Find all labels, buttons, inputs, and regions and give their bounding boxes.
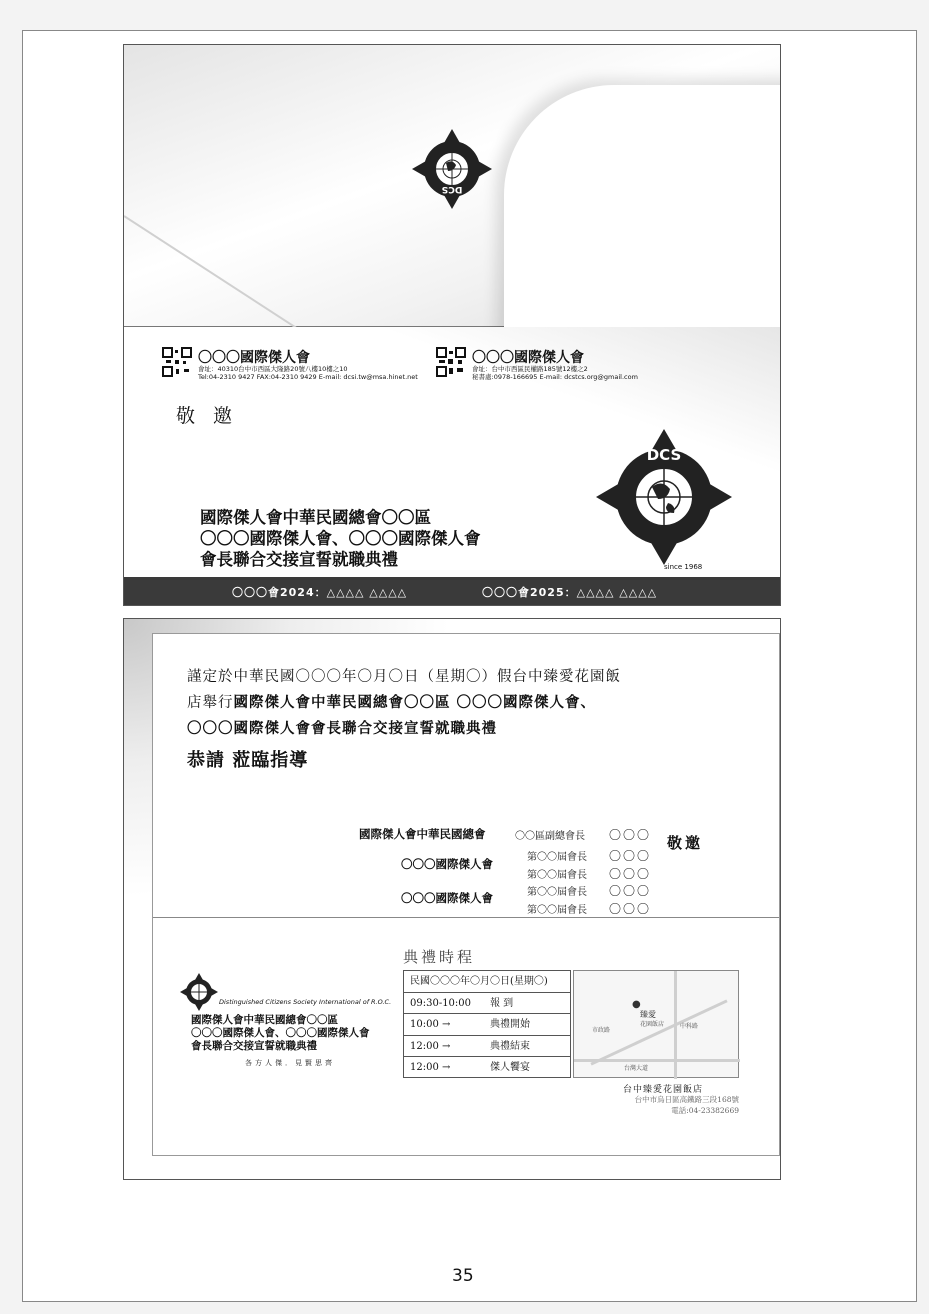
small-title-line: 會長聯合交接宣誓就職典禮 <box>191 1040 317 1052</box>
signer-club: 〇〇〇國際傑人會 <box>401 891 493 905</box>
signer-role: 第〇〇屆會長 <box>527 852 587 863</box>
small-title-line: 國際傑人會中華民國總會〇〇區 <box>191 1014 338 1026</box>
map-road <box>674 971 677 1079</box>
qr-code-icon <box>162 347 192 377</box>
map-road-label: 中科路 <box>680 1023 699 1030</box>
map-road-label: 台灣大道 <box>624 1065 649 1072</box>
map-hotel-label: 臻愛 <box>640 1010 656 1019</box>
club-name: 〇〇〇國際傑人會 <box>198 350 310 366</box>
invitation-line: 謹定於中華民國〇〇〇年〇月〇日（星期〇）假台中臻愛花園飯 <box>187 669 621 685</box>
schedule-title: 典禮時程 <box>403 948 476 966</box>
map-road <box>574 1059 740 1062</box>
schedule-time: 民國〇〇〇年〇月〇日(星期〇) <box>410 976 548 987</box>
signer-role: 第〇〇屆會長 <box>527 905 587 916</box>
small-title-line: 〇〇〇國際傑人會、〇〇〇國際傑人會 <box>191 1027 370 1039</box>
map-hotel-sublabel: 花園飯店 <box>640 1021 665 1028</box>
schedule-row <box>404 971 570 993</box>
schedule-time: 10:00 → <box>410 1019 451 1031</box>
signer-name: 〇〇〇 <box>609 884 652 898</box>
motto: 各方人傑．見賢思齊 <box>245 1059 335 1067</box>
signer-org: 國際傑人會中華民國總會 <box>359 827 486 841</box>
invitation-cover-card <box>123 44 781 606</box>
schedule-row <box>404 993 570 1015</box>
location-map <box>573 970 739 1078</box>
schedule-table <box>403 970 571 1078</box>
club-contact-line: Tel:04-2310 9427 FAX:04-2310 9429 E-mail: dcsi.tw@msa.hinet.net <box>198 373 418 381</box>
club-address <box>472 365 638 381</box>
map-road-label: 市政路 <box>592 1027 611 1034</box>
signer-role: 〇〇區副總會長 <box>515 831 585 842</box>
club-contact-line: 秘書處:0978-166695 E-mail: dcstcs.org@gmail.com <box>472 373 638 381</box>
signer-role: 第〇〇屆會長 <box>527 870 587 881</box>
schedule-time: 12:00 → <box>410 1040 451 1052</box>
hotel-phone: 電話:04-23382669 <box>671 1106 739 1115</box>
location-pin-icon: ● <box>632 999 641 1010</box>
dcs-small-logo-icon <box>179 972 219 1012</box>
invitation-event-bold: 〇〇〇國際傑人會會長聯合交接宣誓就職典禮 <box>187 720 497 737</box>
dcs-large-logo-icon <box>594 427 734 567</box>
qr-code-icon <box>436 347 466 377</box>
invitation-prefix: 店舉行 <box>187 695 234 711</box>
greeting-text: 敬邀 <box>667 834 704 852</box>
invitation-text <box>187 664 621 742</box>
map-road <box>590 999 727 1065</box>
hotel-address <box>609 1094 739 1116</box>
hotel-name: 台中臻愛花園飯店 <box>623 1085 704 1095</box>
club-address-line: 會址：台中市西區民權路185號12樓之2 <box>472 365 588 373</box>
page-number: 35 <box>452 1266 474 1286</box>
president-bar <box>124 577 780 605</box>
club-address <box>198 365 418 381</box>
schedule-row <box>404 1014 570 1036</box>
schedule-time: 09:30-10:00 <box>410 997 472 1009</box>
ceremony-title-line: 〇〇〇國際傑人會、〇〇〇國際傑人會 <box>200 529 481 548</box>
invitation-inside-card <box>123 618 781 1180</box>
invitation-line <box>187 716 621 742</box>
dcs-english-name: Distinguished Citizens Society International of R.O.C. <box>219 998 392 1006</box>
greeting-text: 敬 邀 <box>176 405 239 427</box>
club-address-line: 會址：40310台中市西區大隆路20號八樓10樓之10 <box>198 365 348 373</box>
signer-name: 〇〇〇 <box>609 828 652 842</box>
signer-role: 第〇〇屆會長 <box>527 887 587 898</box>
card-info-area <box>124 327 780 577</box>
ceremony-title-line: 會長聯合交接宣誓就職典禮 <box>200 550 398 569</box>
since-label: since 1968 <box>664 563 703 571</box>
schedule-event: 典禮開始 <box>490 1019 530 1031</box>
card-inner-panel <box>152 633 780 1156</box>
invitation-event-bold: 國際傑人會中華民國總會〇〇區 〇〇〇國際傑人會、 <box>233 694 597 711</box>
club-name: 〇〇〇國際傑人會 <box>472 350 584 366</box>
president-2025: 〇〇〇會2025：△△△△ △△△△ <box>482 586 658 599</box>
hotel-address-line: 台中市烏日區高鐵路三段168號 <box>634 1095 739 1104</box>
small-ceremony-title <box>191 1014 370 1053</box>
dcs-logo-icon <box>410 127 494 211</box>
envelope-flap <box>124 45 780 327</box>
schedule-row <box>404 1057 570 1079</box>
schedule-event: 報 到 <box>490 997 514 1009</box>
signer-name: 〇〇〇 <box>609 867 652 881</box>
svg-text:DCS: DCS <box>441 184 463 194</box>
schedule-event: 傑人饗宴 <box>490 1062 530 1074</box>
section-divider <box>153 917 779 918</box>
schedule-row <box>404 1036 570 1058</box>
schedule-event: 典禮結束 <box>490 1040 530 1052</box>
ceremony-title <box>200 507 481 570</box>
schedule-time: 12:00 → <box>410 1062 451 1074</box>
president-2024: 〇〇〇會2024：△△△△ △△△△ <box>232 586 408 599</box>
logo-text: DCS <box>646 446 682 464</box>
signer-club: 〇〇〇國際傑人會 <box>401 857 493 871</box>
ceremony-title-line: 國際傑人會中華民國總會〇〇區 <box>200 508 431 527</box>
invitation-line <box>187 690 621 716</box>
signer-name: 〇〇〇 <box>609 849 652 863</box>
closing-phrase: 恭請 蒞臨指導 <box>187 750 309 771</box>
signer-name: 〇〇〇 <box>609 902 652 916</box>
